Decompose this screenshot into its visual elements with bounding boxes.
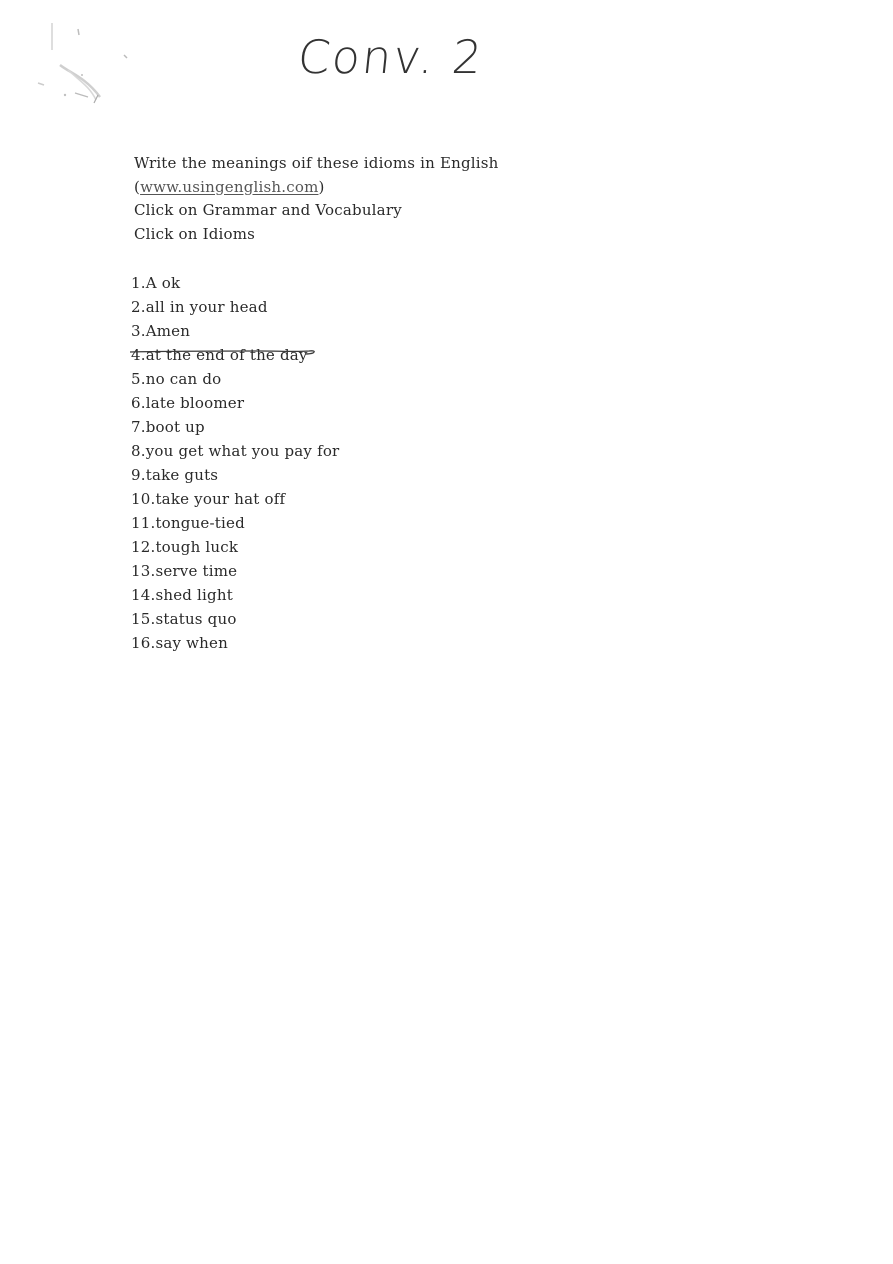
handwritten-title: Conv. 2 (295, 30, 487, 84)
idiom-item: 12.tough luck (131, 538, 239, 556)
idiom-item-struck-text: 4.at the end of the day (131, 346, 308, 364)
idiom-item: 15.status quo (131, 610, 237, 628)
instruction-line-1: Write the meanings oif these idioms in English (134, 154, 499, 172)
instructions-block (134, 152, 634, 246)
idiom-item: 8.you get what you pay for (131, 442, 340, 460)
idiom-item: 9.take guts (131, 466, 219, 484)
idiom-list (131, 271, 339, 655)
website-link[interactable]: www.usingenglish.com (140, 177, 319, 196)
instruction-line-4: Click on Idioms (134, 224, 256, 243)
idiom-item: 11.tongue-tied (131, 514, 245, 532)
idiom-item: 7.boot up (131, 418, 205, 436)
idiom-item: 5.no can do (131, 370, 222, 388)
idiom-item: 16.say when (131, 634, 228, 652)
scan-smudge-mark (30, 15, 140, 110)
instruction-line-2 (134, 176, 634, 200)
paren-open: ( (134, 177, 141, 196)
instruction-line-3: Click on Grammar and Vocabulary (134, 201, 402, 219)
idiom-item: 6.late bloomer (131, 394, 245, 412)
idiom-item: 13.serve time (131, 562, 238, 580)
paren-close: ) (318, 177, 325, 196)
idiom-item: 2.all in your head (131, 298, 268, 316)
idiom-item: 10.take your hat off (131, 490, 286, 508)
idiom-item: 3.Amen (131, 322, 191, 340)
idiom-item: 14.shed light (131, 586, 233, 604)
idiom-item: 1.A ok (131, 274, 181, 292)
idiom-item-struck (131, 343, 339, 367)
